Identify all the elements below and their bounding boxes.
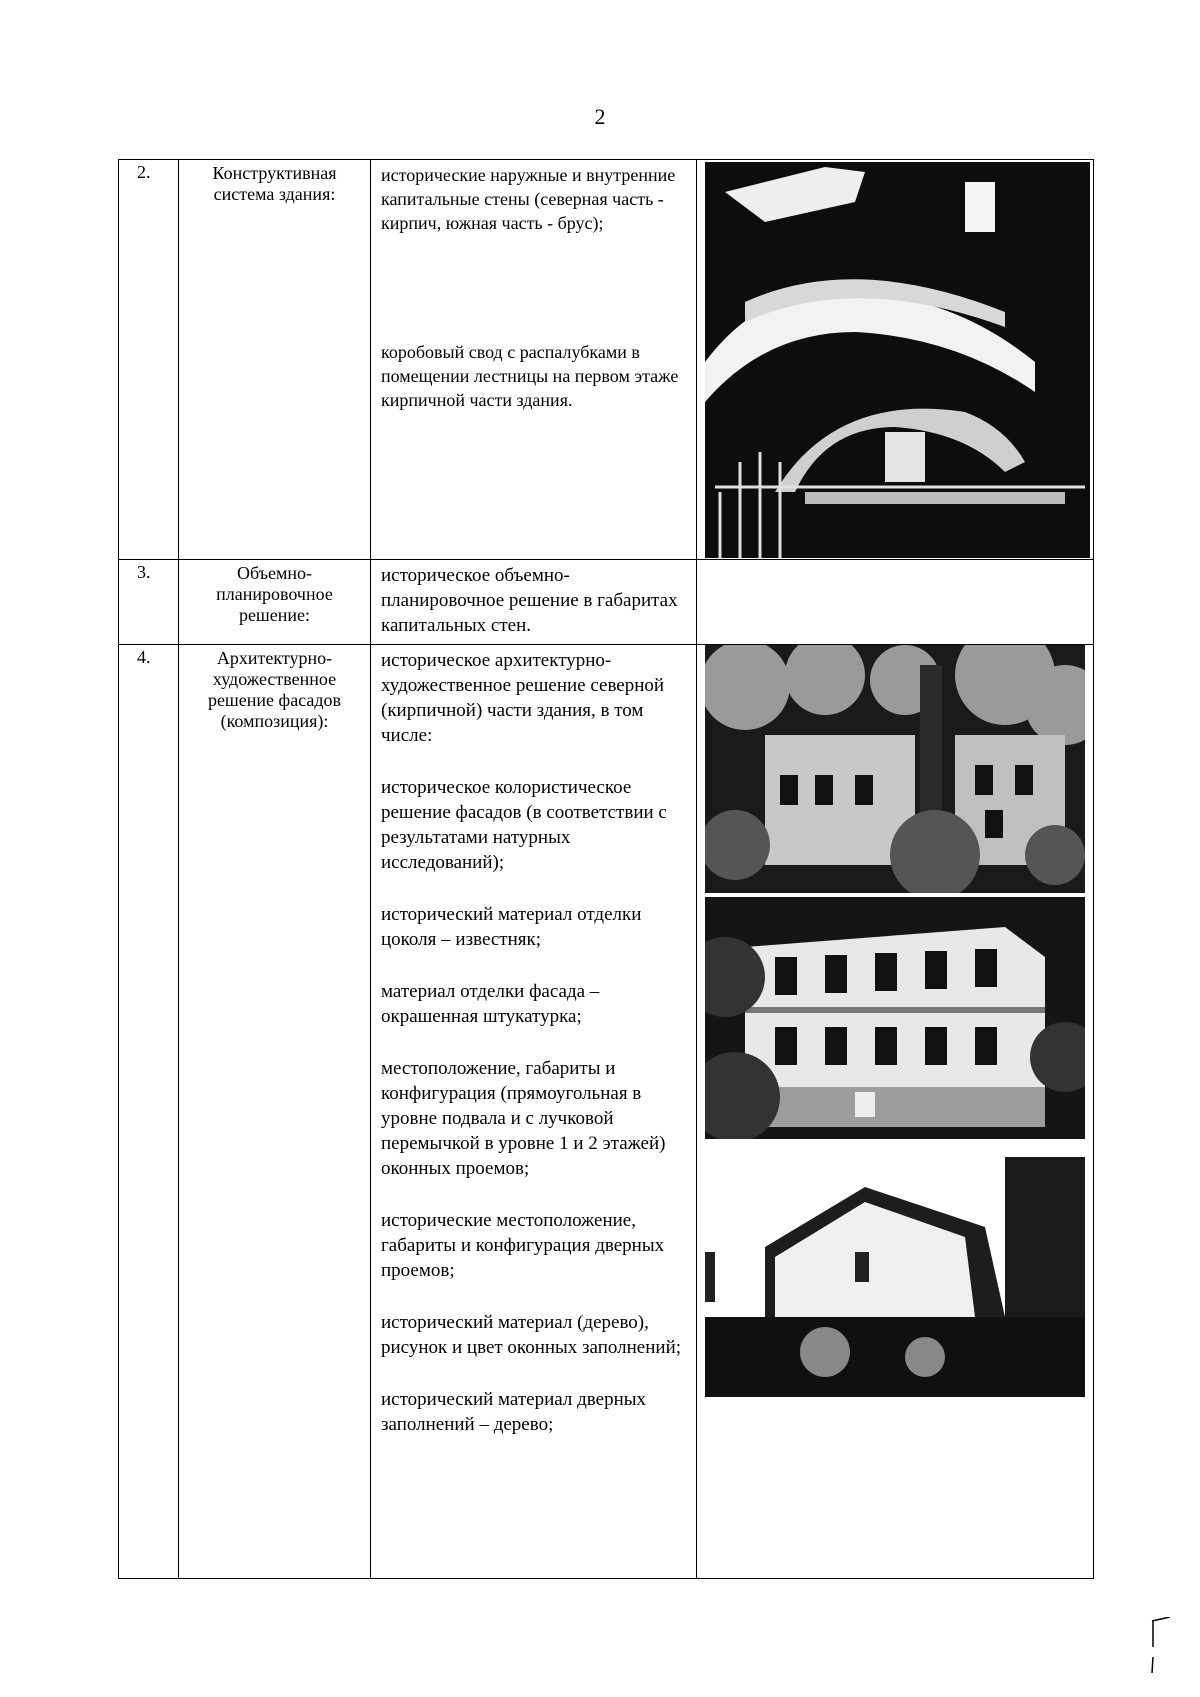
page-number: 2 bbox=[594, 104, 606, 129]
table-row bbox=[119, 560, 1094, 645]
row-name: Объемно-планировочное решение: bbox=[216, 563, 333, 625]
description-paragraph: историческое объемно-планировочное решение в габаритах капитальных стен. bbox=[381, 565, 678, 636]
row-number-cell bbox=[119, 160, 179, 560]
row-name-cell bbox=[179, 645, 371, 1579]
description-paragraph: исторические наружные и внутренние капитальные стены (северная часть - кирпич, южная часть - брус); bbox=[381, 165, 676, 233]
row-name-cell bbox=[179, 160, 371, 560]
row-description-cell bbox=[371, 645, 697, 1579]
row-number: 4. bbox=[137, 647, 151, 667]
description-paragraph: историческое колористическое решение фасадов (в соответствии с результатами натурных исследований); bbox=[381, 777, 667, 873]
row-number-cell bbox=[119, 560, 179, 645]
description-paragraph: коробовый свод с распалубками в помещении лестницы на первом этаже кирпичной части здания. bbox=[381, 342, 679, 410]
row-name: Конструктивная система здания: bbox=[212, 163, 337, 204]
description-paragraph: исторические местоположение, габариты и конфигурация дверных проемов; bbox=[381, 1210, 665, 1281]
row-name-cell bbox=[179, 560, 371, 645]
staircase-vault-photo bbox=[705, 162, 1090, 558]
facade-photo-trees bbox=[705, 645, 1085, 893]
row-photo-cell bbox=[697, 645, 1094, 1579]
table-row bbox=[119, 645, 1094, 1579]
row-number: 2. bbox=[137, 162, 151, 182]
corner-mark bbox=[1148, 1617, 1172, 1677]
heritage-features-table bbox=[118, 159, 1094, 1579]
row-description-cell bbox=[371, 160, 697, 560]
row-description-cell bbox=[371, 560, 697, 645]
facade-photo-front bbox=[705, 897, 1085, 1139]
description-paragraph: исторический материал отделки цоколя – известняк; bbox=[381, 904, 642, 950]
row-name: Архитектурно-художественное решение фасадов (композиция): bbox=[207, 648, 342, 731]
description-paragraph: материал отделки фасада – окрашенная штукатурка; bbox=[381, 981, 600, 1027]
row-photo-cell bbox=[697, 160, 1094, 560]
description-paragraph: историческое архитектурно-художественное решение северной (кирпичной) части здания, в том числе: bbox=[381, 650, 665, 746]
description-paragraph: исторический материал дверных заполнений – дерево; bbox=[381, 1389, 646, 1435]
row-photo-cell bbox=[697, 560, 1094, 645]
description-paragraph: местоположение, габариты и конфигурация (прямоугольная в уровне подвала и с лучковой перемычкой в уровне 1 и 2 этажей) оконных проемов; bbox=[381, 1058, 666, 1179]
row-number-cell bbox=[119, 645, 179, 1579]
table-row bbox=[119, 160, 1094, 560]
description-paragraph: исторический материал (дерево), рисунок и цвет оконных заполнений; bbox=[381, 1312, 682, 1358]
row-number: 3. bbox=[137, 562, 151, 582]
facade-photo-side bbox=[705, 1157, 1085, 1397]
